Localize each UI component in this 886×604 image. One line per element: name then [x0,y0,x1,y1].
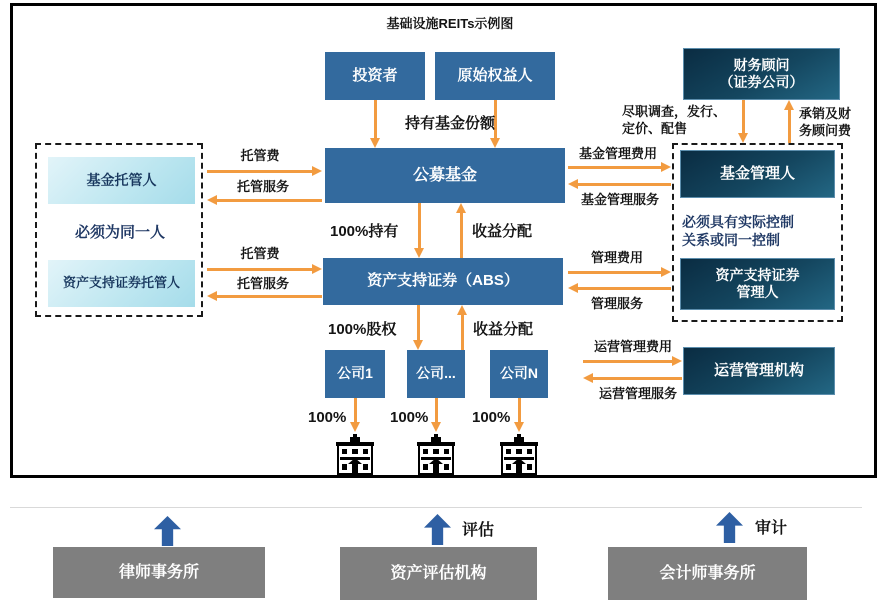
node-accounting-firm-label: 会计师事务所 [659,564,756,582]
label-hold-100: 100%持有 [330,223,399,240]
financial-advisor-line2: （证券公司） [719,74,804,90]
up-arrow-icon [716,512,743,543]
arrow-mgmt-fee [568,271,662,274]
node-investor [325,52,425,100]
node-investor-label: 投资者 [352,66,398,84]
node-abs [323,258,563,305]
label-underwriting-fee [799,106,851,140]
arrow-manager-to-advisor [788,109,791,143]
arrow-ops-mgmt-service [592,377,682,380]
label-custody-fee-bottom: 托管费 [240,246,280,261]
node-abs-manager [680,258,835,310]
node-abs-custodian [48,260,195,307]
label-mgmt-service: 管理服务 [590,296,643,311]
arrow-advisor-to-manager [742,100,745,134]
arrow-investor-to-fund [374,100,377,139]
label-fund-mgmt-service: 基金管理服务 [580,192,659,207]
arrow-companies-to-abs [461,314,464,350]
arrow-companymid-to-asset [435,398,438,423]
node-original-owner-label: 原始权益人 [457,66,533,84]
abs-manager-line1: 资产支持证券 [715,266,800,283]
node-appraisal-agency [340,547,537,600]
building-icon [497,434,541,476]
label-pct-2: 100% [390,409,429,426]
arrow-ops-mgmt-fee [583,360,673,363]
node-abs-label: 资产支持证券（ABS） [367,272,519,290]
node-public-fund [325,148,565,203]
arrow-fund-mgmt-fee [568,166,662,169]
label-audit: 审计 [755,520,788,537]
control-note-line2: 关系或同一控制 [682,232,780,249]
node-appraisal-agency-label: 资产评估机构 [390,564,487,582]
arrow-company1-to-asset [354,398,357,423]
label-ops-mgmt-service: 运营管理服务 [598,386,677,401]
node-operations-manager [683,347,835,395]
due-diligence-line1: 尽职调查，发行、 [622,104,727,119]
up-arrow-icon [154,516,181,546]
arrow-fund-mgmt-service [577,183,671,186]
diagram-title: 基础设施REITs示例图 [386,16,514,31]
underwriting-line2: 务顾问费 [799,122,852,138]
label-custody-service-top: 托管服务 [236,179,289,194]
arrow-abs-to-fund [460,212,463,258]
underwriting-line1: 承销及财 [799,106,852,121]
arrow-mgmt-service [577,287,671,290]
building-icon [333,434,377,476]
node-fund-manager [680,150,835,198]
node-financial-advisor [683,48,840,100]
node-original-owner [435,52,555,100]
note-same-person: 必须为同一人 [74,224,165,241]
label-custody-service-bottom: 托管服务 [236,276,289,291]
due-diligence-line2: 定价、配售 [622,120,688,136]
label-income-distribution-1: 收益分配 [472,223,533,240]
node-law-firm-label: 律师事务所 [118,563,199,581]
label-custody-fee-top: 托管费 [240,148,280,163]
arrow-companyn-to-asset [518,398,521,423]
arrow-custody-fee-top [207,170,313,173]
label-appraisal: 评估 [462,522,495,539]
node-accounting-firm [608,547,807,600]
node-abs-custodian-label: 资产支持证券托管人 [62,275,180,291]
abs-manager-line2: 管理人 [736,284,779,300]
label-mgmt-fee: 管理费用 [590,250,643,265]
up-arrow-icon [424,514,451,545]
node-company-mid-label: 公司... [416,365,456,382]
node-company-n [490,350,548,398]
arrow-custody-service-top [216,199,322,202]
arrow-custody-fee-bottom [207,268,313,271]
building-icon [414,434,458,476]
financial-advisor-line1: 财务顾问 [733,56,790,73]
node-company-1-label: 公司1 [337,365,373,382]
node-public-fund-label: 公募基金 [412,166,477,184]
label-ops-mgmt-fee: 运营管理费用 [593,339,672,354]
node-fund-custodian-label: 基金托管人 [86,171,157,188]
arrow-custody-service-bottom [216,295,322,298]
label-pct-3: 100% [472,409,511,426]
node-operations-manager-label: 运营管理机构 [713,361,804,379]
label-hold-fund-shares: 持有基金份额 [404,115,495,132]
note-control-relation [682,213,794,249]
label-income-distribution-2: 收益分配 [473,321,534,338]
label-due-diligence [622,104,726,138]
divider-line [10,507,862,508]
control-note-line1: 必须具有实际控制 [682,214,794,230]
label-fund-mgmt-fee: 基金管理费用 [578,146,657,161]
label-pct-1: 100% [308,409,347,426]
node-company-1 [325,350,385,398]
node-fund-manager-label: 基金管理人 [719,164,795,182]
arrow-abs-to-companies [417,305,420,341]
node-fund-custodian [48,157,195,204]
node-company-n-label: 公司N [499,365,539,382]
label-equity-100: 100%股权 [328,321,397,338]
node-company-mid [407,350,465,398]
node-law-firm [53,547,265,598]
arrow-fund-to-abs [418,203,421,249]
